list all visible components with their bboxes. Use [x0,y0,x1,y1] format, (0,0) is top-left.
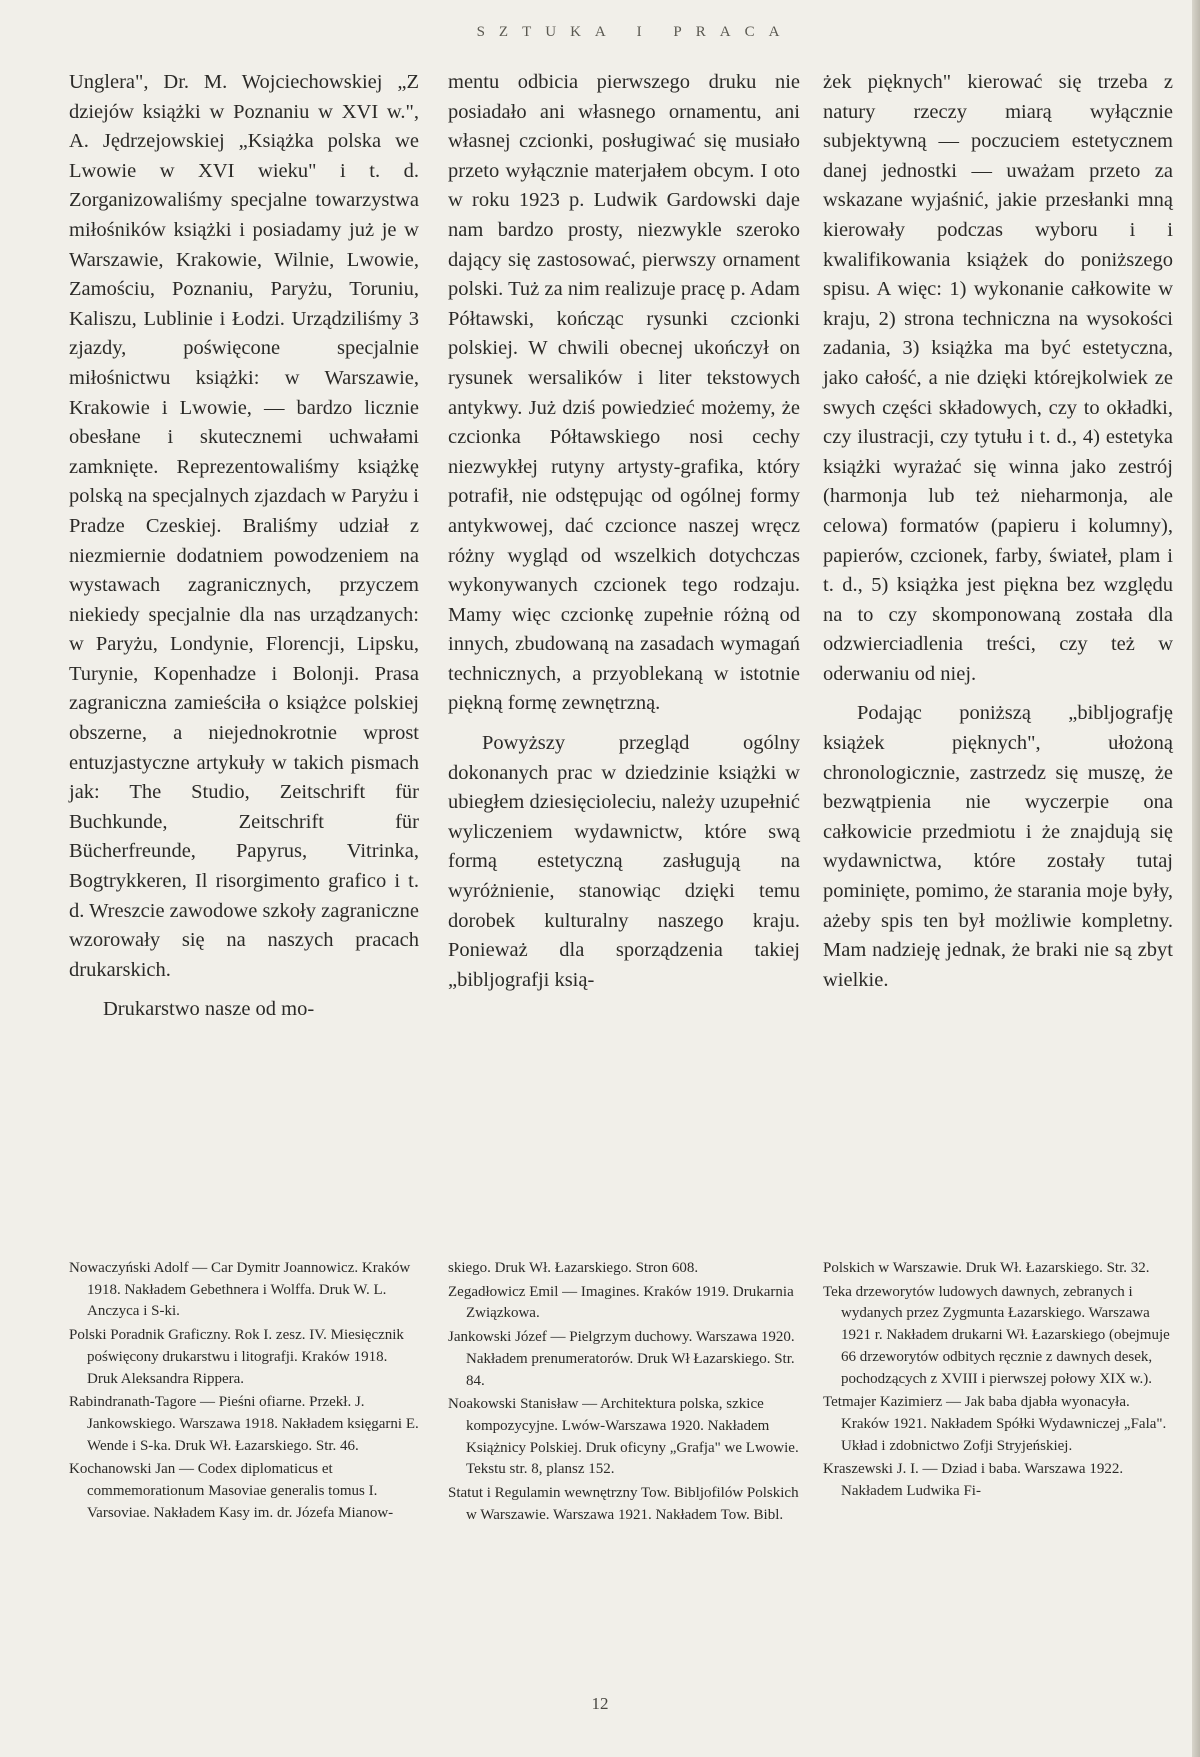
paragraph: żek pięknych" kierować się trzeba z natury rzeczy miarą wyłącznie subjektywną — poczuciem estetycznem danej jednostki — uważam przeto za wskazane wyjaśnić, jakie przesłanki mną kierowały podczas wyboru i i kwalifikowania książek do poniższego spisu. A więc: 1) wykonanie całkowite w kraju, 2) strona techniczna na wysokości zadania, 3) książka ma być estetyczna, jako całość, a nie dzięki którejkolwiek ze swych części składowych, czy to okładki, czy ilustracji, czy tytułu i t. d., 4) estetyka książki wyrażać się winna jako zestrój (harmonja lub też nieharmonja, ale celowa) formatów (papieru i kolumny), papierów, czcionek, farby, świateł, plam i t. d., 5) książka jest piękna bez względu na to czy skomponowaną została dla odzwierciadlenia treści, czy też w oderwaniu od niej. [823,71,1173,685]
bibliography-column-1 [69,1258,421,1526]
bibliography-entry: skiego. Druk Wł. Łazarskiego. Stron 608. [448,1260,699,1276]
body-column-1 [69,68,419,1025]
bibliography-entry: Tetmajer Kazimierz — Jak baba djabła wyonacyła. Kraków 1921. Nakładem Spółki Wydawniczej „Fala". Układ i zdobnictwo Zofji Stryjeńskiej. [823,1394,1167,1454]
running-header: SZTUKA I PRACA [476,24,794,40]
bibliography-entry: Rabindranath-Tagore — Pieśni ofiarne. Przekł. J. Jankowskiego. Warszawa 1918. Nakładem księgarni E. Wende i S-ka. Druk Wł. Łazarskiego. Str. 46. [69,1394,419,1454]
paragraph: Powyższy przegląd ogólny dokonanych prac w dziedzinie książki w ubiegłem dziesięcioleciu, należy uzupełnić wyliczeniem wydawnictw, które swą formą estetyczną zasługują na wyróżnienie, stanowiąc dzięki temu dorobek kulturalny naszego kraju. Ponieważ dla sporządzenia takiej „bibljografji ksią- [448,732,800,991]
body-column-2 [448,68,800,995]
bibliography-entry: Noakowski Stanisław — Architektura polska, szkice kompozycyjne. Lwów-Warszawa 1920. Nakładem Książnicy Polskiej. Druk oficyny „Grafja" we Lwowie. Tekstu str. 8, plansz 152. [448,1396,799,1478]
bibliography-entry: Polski Poradnik Graficzny. Rok I. zesz. IV. Miesięcznik poświęcony drukarstwu i litografji. Kraków 1918. Druk Aleksandra Rippera. [69,1327,404,1387]
paragraph: Unglera", Dr. M. Wojciechowskiej „Z dziejów książki w Poznaniu w XVI w.", A. Jędrzejowskiej „Książka polska we Lwowie w XVI wieku" i t. d. Zorganizowaliśmy specjalne towarzystwa miłośników książki i posiadamy już je w Warszawie, Krakowie, Wilnie, Lwowie, Zamościu, Poznaniu, Paryżu, Toruniu, Kaliszu, Lublinie i Łodzi. Urządziliśmy 3 zjazdy, poświęcone specjalnie miłośnictwu książki: w Warszawie, Krakowie i Lwowie, — bardzo licznie obesłane i skutecznemi uchwałami zamknięte. Reprezentowaliśmy książkę polską na specjalnych zjazdach w Paryżu i Pradze Czeskiej. Braliśmy udział z niezmiernie dodatniem powodzeniem na wystawach zagranicznych, przyczem niekiedy specjalnie dla nas urządzanych: w Paryżu, Londynie, Florencji, Lipsku, Turynie, Kopenhadze i Bolonji. Prasa zagraniczna zamieściła o książce polskiej obszerne, a niejednokrotnie wprost entuzjastyczne artykuły w takich pismach jak: The Studio, Zeitschrift für Buchkunde, Zeitschrift für Bücherfreunde, Papyrus, Vitrinka, Bogtrykkeren, Il risorgimento grafico i t. d. Wreszcie zawodowe szkoły zagraniczne wzorowały się na naszych pracach drukarskich. [69,71,419,981]
bibliography-entry: Jankowski Józef — Pielgrzym duchowy. Warszawa 1920. Nakładem prenumeratorów. Druk Wł Łazarskiego. Str. 84. [448,1329,795,1389]
bibliography-entry: Nowaczyński Adolf — Car Dymitr Joannowicz. Kraków 1918. Nakładem Gebethnera i Wolffa. Druk W. L. Anczyca i S-ki. [69,1260,411,1320]
bibliography-entry: Teka drzeworytów ludowych dawnych, zebranych i wydanych przez Zygmunta Łazarskiego. Warszawa 1921 r. Nakładem drukarni Wł. Łazarskiego (obejmuje 66 drzeworytów odbitych ręcznie z dawnych desek, pochodzących z XVIII i pierwszej połowy XIX w.). [823,1283,1170,1387]
paragraph: Drukarstwo nasze od mo- [103,998,315,1021]
bibliography-entry: Polskich w Warszawie. Druk Wł. Łazarskiego. Str. 32. [823,1260,1150,1276]
paragraph: mentu odbicia pierwszego druku nie posiadało ani własnego ornamentu, ani własnej czcionki, posługiwać się musiało przeto wyłącznie materjałem obcym. I oto w roku 1923 p. Ludwik Gardowski daje nam bardzo prosty, niezwykle szeroko dający się zastosować, pierwszy ornament polski. Tuż za nim realizuje pracę p. Adam Półtawski, kończąc rysunki czcionki polskiej. W chwili obecnej ukończył on rysunek wersalików i liter tekstowych antykwy. Już dziś powiedzieć możemy, że czcionka Półtawskiego nosi cechy niezwykłej rutyny artysty-grafika, który potrafił, nie odstępując od ogólnej formy antykwowej, dać czcionce naszej wręcz różny wygląd od wszelkich dotychczas wykonywanych czcionek tego rodzaju. Mamy więc czcionkę zupełnie różną od innych, zbudowaną na zasadach wymagań technicznych, a przyoblekaną w istotnie piękną formę zewnętrzną. [448,71,800,715]
bibliography-entry: Kochanowski Jan — Codex diplomaticus et commemorationum Masoviae generalis tomus I. Varsoviae. Nakładem Kasy im. dr. Józefa Mianow- [69,1461,394,1521]
bibliography-column-3 [823,1258,1175,1505]
page-edge [1192,0,1200,1757]
bibliography-column-2 [448,1258,800,1528]
page-number: 12 [591,1694,609,1713]
paragraph: Podając poniższą „bibljografję książek pięknych", ułożoną chronologicznie, zastrzedz się muszę, że bezwątpienia nie wyczerpie ona całkowicie przedmiotu i że znajdują się wydawnictwa, które zostały tutaj pominięte, pomimo, że starania moje były, ażeby spis ten był możliwie kompletny. Mam nadzieję jednak, że braki nie są zbyt wielkie. [823,702,1173,991]
bibliography-entry: Zegadłowicz Emil — Imagines. Kraków 1919. Drukarnia Związkowa. [448,1283,794,1322]
body-column-3 [823,68,1173,995]
bibliography-entry: Kraszewski J. I. — Dziad i baba. Warszawa 1922. Nakładem Ludwika Fi- [823,1461,1124,1500]
bibliography-entry: Statut i Regulamin wewnętrzny Tow. Bibljofilów Polskich w Warszawie. Warszawa 1921. Nakładem Tow. Bibl. [448,1485,799,1523]
